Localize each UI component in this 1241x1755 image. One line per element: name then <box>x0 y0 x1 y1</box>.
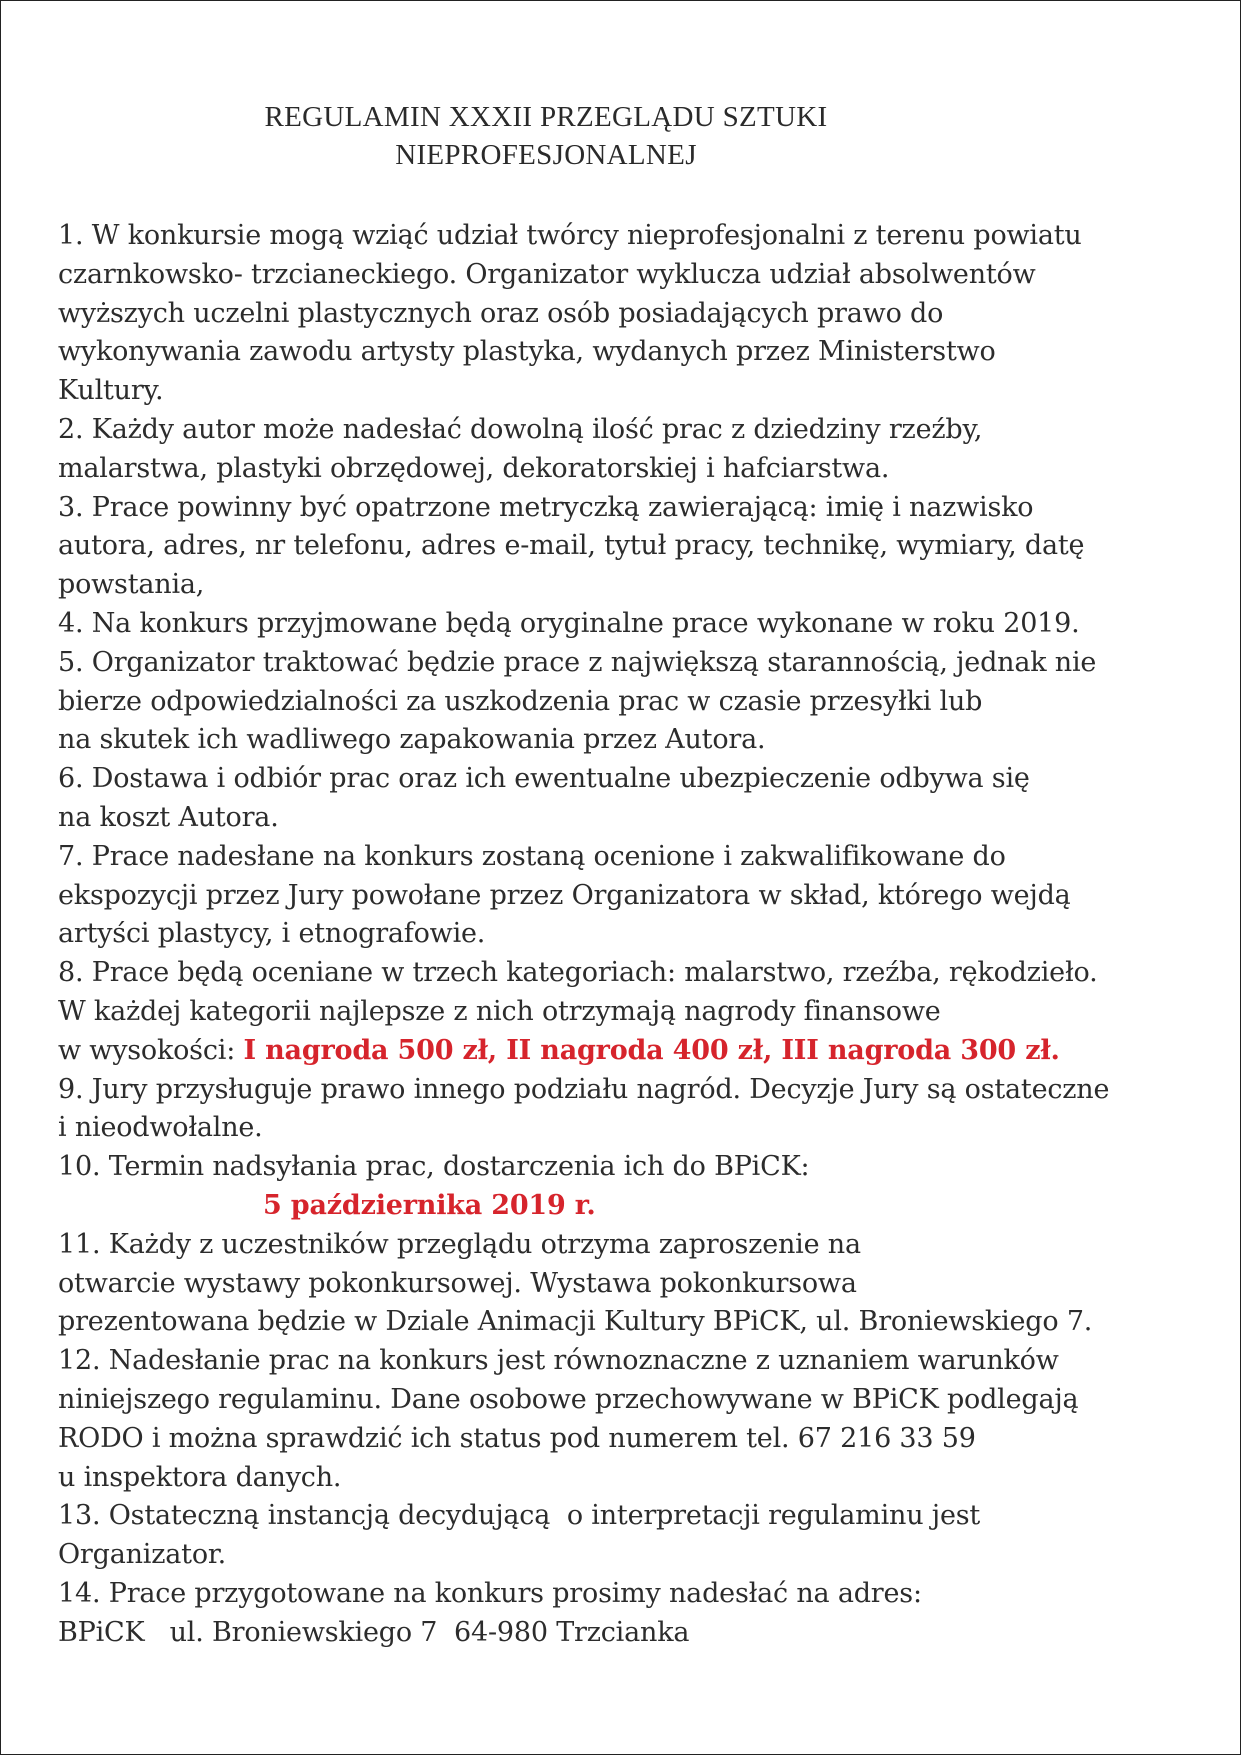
text-line <box>58 1459 1208 1498</box>
clause-text: czarnkowsko- trzcianeckiego. Organizator wyklucza udział absolwentów <box>58 258 1036 290</box>
clause-text: Organizator traktować będzie prace z największą starannością, jednak nie <box>83 646 1097 678</box>
clause-number: 13. <box>58 1500 101 1532</box>
title-line-1: REGULAMIN XXXII PRZEGLĄDU SZTUKI <box>264 101 828 133</box>
text-line <box>58 1614 1208 1653</box>
clause-number: 11. <box>58 1228 101 1260</box>
clause-number: 1. <box>58 220 84 251</box>
clause-text: Na konkurs przyjmowane będą oryginalne prace wykonane w roku 2019. <box>83 607 1080 639</box>
text-line <box>58 450 1208 489</box>
clause-text: w wysokości: <box>58 1034 244 1066</box>
clause-text: bierze odpowiedzialności za uszkodzenia prac w czasie przesyłki lub <box>58 685 983 717</box>
text-line <box>58 1575 1208 1614</box>
text-line <box>58 760 1208 799</box>
clause-text: Prace nadesłane na konkurs zostaną ocenione i zakwalifikowane do <box>83 840 1006 872</box>
clause-number: 2. <box>58 413 84 445</box>
text-line <box>58 217 1208 256</box>
text-line <box>58 1071 1208 1110</box>
clause-text: na koszt Autora. <box>58 801 279 833</box>
text-line <box>58 1420 1208 1459</box>
clause-text: Jury przysługuje prawo innego podziału nagród. Decyzje Jury są ostateczne <box>83 1073 1110 1105</box>
clause-text: autora, adres, nr telefonu, adres e-mail, tytuł pracy, technikę, wymiary, datę <box>58 530 1085 562</box>
clause-text: Każdy autor może nadesłać dowolną ilość prac z dziedziny rzeźby, <box>83 413 983 445</box>
text-line <box>58 605 1208 644</box>
text-line <box>58 1148 1208 1187</box>
clause-text: BPiCK ul. Broniewskiego 7 64-980 Trzcianka <box>58 1616 690 1648</box>
text-line <box>58 372 1208 411</box>
text-line <box>58 954 1208 993</box>
clause-number: 10. <box>58 1151 101 1183</box>
text-line <box>58 1342 1208 1381</box>
text-line <box>58 1497 1208 1536</box>
clause-text: Prace będą oceniane w trzech kategoriach: malarstwo, rzeźba, rękodzieło. <box>83 957 1098 989</box>
prize-amounts-highlight: I nagroda 500 zł, II nagroda 400 zł, III nagroda 300 zł. <box>243 1034 1060 1066</box>
clause-text: i nieodwołalne. <box>58 1112 263 1144</box>
clause-number: 5. <box>58 646 84 678</box>
clause-number: 4. <box>58 607 84 639</box>
title-line-2: NIEPROFESJONALNEJ <box>395 139 697 171</box>
text-line <box>58 915 1208 954</box>
text-line <box>58 333 1208 372</box>
regulations-body <box>58 217 1208 1652</box>
document-title <box>1 98 1091 174</box>
deadline-date-highlight: 5 października 2019 r. <box>263 1189 596 1221</box>
clause-text: W konkursie mogą wziąć udział twórcy nieprofesjonalni z terenu powiatu <box>83 220 1082 251</box>
clause-text: artyści plastycy, i etnografowie. <box>58 918 486 950</box>
text-line <box>58 1226 1208 1265</box>
text-line <box>58 411 1208 450</box>
clause-text: Kultury. <box>58 375 164 407</box>
clause-text: powstania, <box>58 569 205 601</box>
clause-text: Dostawa i odbiór prac oraz ich ewentualne ubezpieczenie odbywa się <box>83 763 1030 795</box>
clause-number: 6. <box>58 763 84 795</box>
clause-text: u inspektora danych. <box>58 1461 342 1493</box>
clause-text: malarstwa, plastyki obrzędowej, dekoratorskiej i hafciarstwa. <box>58 452 890 484</box>
clause-number: 14. <box>58 1577 101 1609</box>
clause-text: Termin nadsyłania prac, dostarczenia ich do BPiCK: <box>100 1151 810 1183</box>
text-line <box>58 993 1208 1032</box>
clause-text: otwarcie wystawy pokonkursowej. Wystawa pokonkursowa <box>58 1267 857 1299</box>
clause-text: Prace przygotowane na konkurs prosimy nadesłać na adres: <box>100 1577 922 1609</box>
clause-text: W każdej kategorii najlepsze z nich otrzymają nagrody finansowe <box>58 995 941 1027</box>
clause-text: Organizator. <box>58 1539 226 1571</box>
text-line <box>58 1265 1208 1304</box>
clause-number: 12. <box>58 1345 101 1377</box>
clause-number: 9. <box>58 1073 84 1105</box>
text-line <box>58 295 1208 334</box>
clause-text: wykonywania zawodu artysty plastyka, wydanych przez Ministerstwo <box>58 336 996 368</box>
text-line <box>58 527 1208 566</box>
clause-text: Każdy z uczestników przeglądu otrzyma zaproszenie na <box>100 1228 861 1260</box>
clause-text: wyższych uczelni plastycznych oraz osób posiadających prawo do <box>58 297 944 329</box>
text-line <box>58 256 1208 295</box>
text-line <box>58 683 1208 722</box>
text-line <box>58 1536 1208 1575</box>
clause-text: Prace powinny być opatrzone metryczką zawierającą: imię i nazwisko <box>83 491 1034 523</box>
clause-text: Nadesłanie prac na konkurs jest równoznaczne z uznaniem warunków <box>100 1345 1059 1377</box>
text-line <box>58 799 1208 838</box>
text-line <box>58 1187 1208 1226</box>
text-line <box>58 644 1208 683</box>
text-line <box>58 1032 1208 1071</box>
text-line <box>58 721 1208 760</box>
text-line <box>58 1109 1208 1148</box>
clause-text: niniejszego regulaminu. Dane osobowe przechowywane w BPiCK podlegają <box>58 1383 1079 1415</box>
text-line <box>58 838 1208 877</box>
clause-number: 3. <box>58 491 84 523</box>
clause-text: Ostateczną instancją decydującą o interpretacji regulaminu jest <box>100 1500 981 1532</box>
clause-text: prezentowana będzie w Dziale Animacji Kultury BPiCK, ul. Broniewskiego 7. <box>58 1306 1093 1338</box>
clause-text: RODO i można sprawdzić ich status pod numerem tel. 67 216 33 59 <box>58 1422 976 1454</box>
clause-text: ekspozycji przez Jury powołane przez Organizatora w skład, którego wejdą <box>58 879 1071 911</box>
text-line <box>58 877 1208 916</box>
clause-text: na skutek ich wadliwego zapakowania przez Autora. <box>58 724 766 756</box>
text-line <box>58 1303 1208 1342</box>
clause-number: 8. <box>58 957 84 989</box>
text-line <box>58 1381 1208 1420</box>
clause-number: 7. <box>58 840 84 872</box>
text-line <box>58 489 1208 528</box>
text-line <box>58 566 1208 605</box>
